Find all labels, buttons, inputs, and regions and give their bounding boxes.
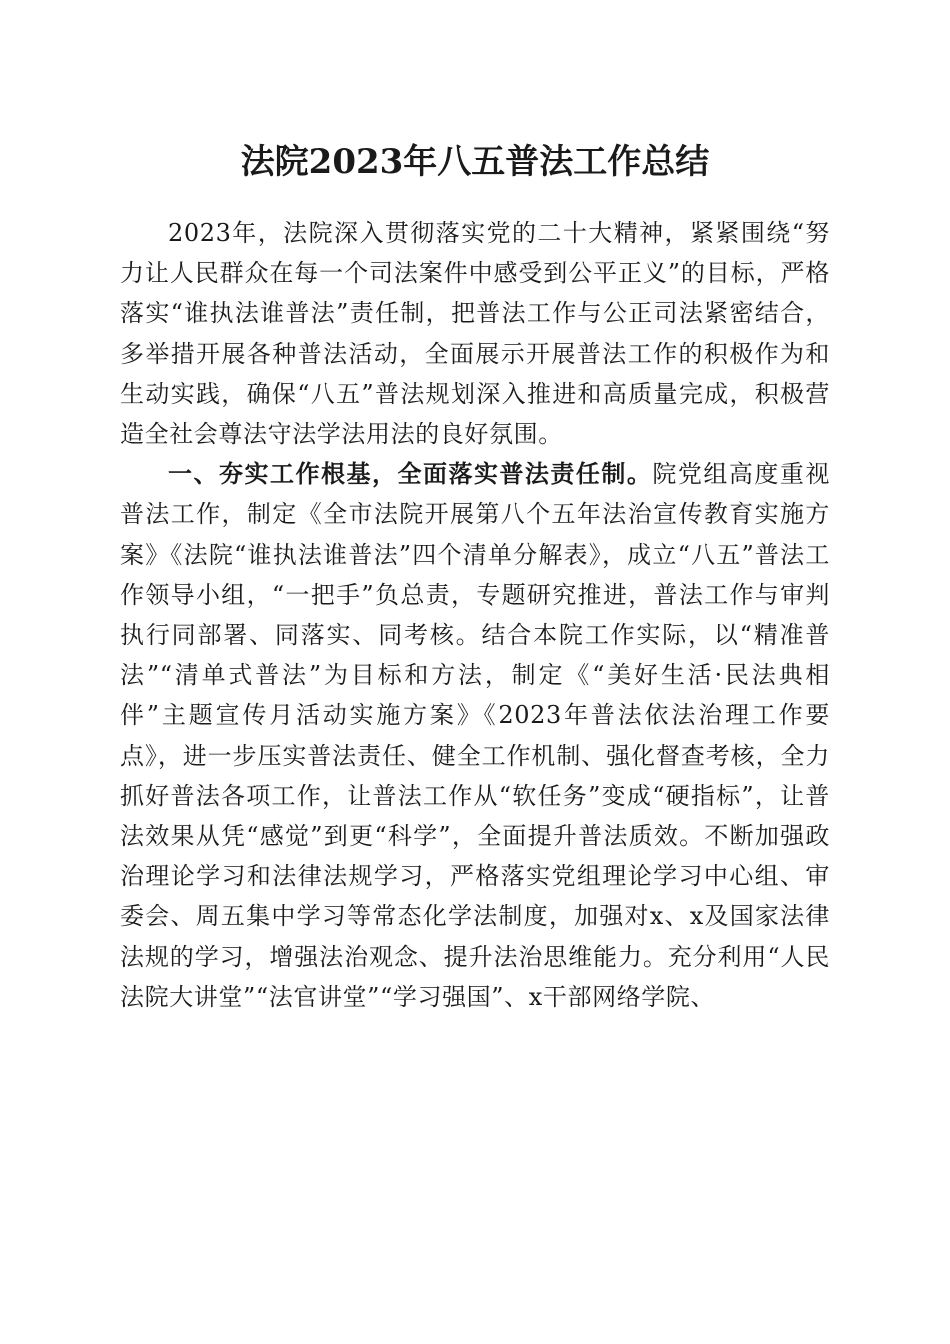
document-title: 法院2023年八五普法工作总结 (240, 142, 710, 182)
section-one-paragraph (120, 454, 830, 1017)
intro-paragraph (120, 213, 830, 454)
document-page (120, 136, 830, 1017)
section-one-heading: 一、夯实工作根基，全面落实普法责任制。 (168, 459, 653, 489)
intro-paragraph-text: 2023年，法院深入贯彻落实党的二十大精神，紧紧围绕“努力让人民群众在每一个司法案件中感受到公平正义”的目标，严格落实“谁执法谁普法”责任制，把普法工作与公正司法紧密结合，多举措开展各种普法活动，全面展示开展普法工作的积极作为和生动实践，确保“八五”普法规划深入推进和高质量完成，积极营造全社会尊法守法学法用法的良好氛围。 (120, 219, 830, 449)
section-one-text: 院党组高度重视普法工作，制定《全市法院开展第八个五年法治宣传教育实施方案》《法院“谁执法谁普法”四个清单分解表》，成立“八五”普法工作领导小组，“一把手”负总责，专题研究推进，普法工作与审判执行同部署、同落实、同考核。结合本院工作实际，以“精准普法”“清单式普法”为目标和方法，制定《“美好生活·民法典相伴”主题宣传月活动实施方案》《2023年普法依法治理工作要点》，进一步压实普法责任、健全工作机制、强化督查考核，全力抓好普法各项工作，让普法工作从“软任务”变成“硬指标”，让普法效果从凭“感觉”到更“科学”，全面提升普法质效。不断加强政治理论学习和法律法规学习，严格落实党组理论学习中心组、审委会、周五集中学习等常态化学法制度，加强对x、x及国家法律法规的学习，增强法治观念、提升法治思维能力。充分利用“人民法院大讲堂”“法官讲堂”“学习强国”、x干部网络学院、 (120, 460, 830, 1011)
